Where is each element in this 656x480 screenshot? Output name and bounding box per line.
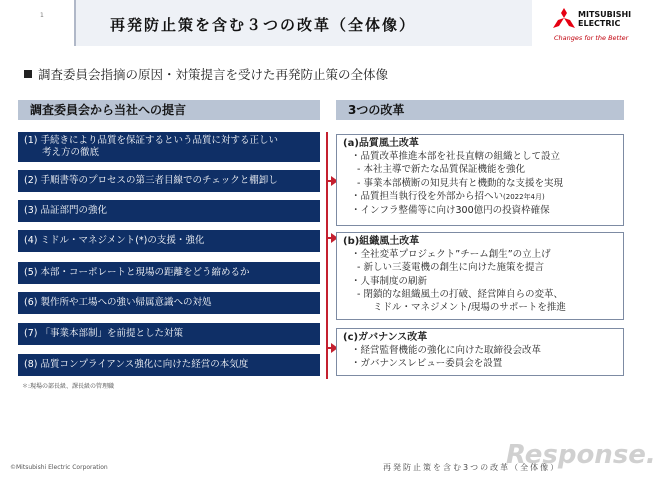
logo-tagline: Changes for the Better (554, 34, 629, 42)
reform-line: - 閉鎖的な組織風土の打破、経営陣自らの変革、 (357, 288, 563, 300)
reform-date: (2022年4月) (503, 192, 545, 201)
proposal-item-4 (18, 230, 320, 252)
header-left-area (0, 0, 74, 46)
arrow-right-icon (328, 347, 332, 349)
reform-box-a (336, 134, 624, 226)
reform-line: ・品質改革推進本部を社長直轄の組織として設立 (351, 151, 561, 163)
proposal-item-8 (18, 354, 320, 376)
proposal-item-2 (18, 170, 320, 192)
copyright: ©Mitsubishi Electric Corporation (10, 464, 108, 471)
footer-title: 再発防止策を含む3つの改革（全体像） (383, 463, 561, 472)
reform-title: (c)ガバナンス改革 (343, 332, 428, 343)
proposal-item-6 (18, 292, 320, 314)
reform-box-c (336, 328, 624, 376)
logo-brand-line2: ELECTRIC (578, 19, 621, 28)
proposal-line: (7) 「事業本部制」を前提とした対策 (24, 328, 183, 339)
reform-line: - 本社主導で新たな品質保証機能を強化 (357, 164, 525, 176)
reform-title: (a)品質風土改革 (343, 138, 419, 149)
page-title: 再発防止策を含む３つの改革（全体像） (110, 16, 417, 34)
reform-box-b (336, 232, 624, 320)
proposal-item-7 (18, 323, 320, 345)
page-number: 1 (40, 12, 44, 19)
proposal-item-3 (18, 200, 320, 222)
logo-brand-line1: MITSUBISHI (578, 10, 632, 19)
footnote: ＊:現場の部長級、課長級の管理職 (22, 383, 115, 390)
reform-line: ・人事制度の刷新 (351, 275, 428, 287)
reform-line-text: ・品質担当執行役を外部から招へい (351, 190, 504, 202)
reform-line: ・ガバナンスレビュー委員会を設置 (351, 358, 503, 370)
reform-line: ・インフラ整備等に向け300億円の投資枠確保 (351, 205, 550, 217)
arrow-right-icon (328, 180, 332, 182)
proposal-line: (2) 手順書等のプロセスの第三者目線でのチェックと棚卸し (24, 175, 278, 186)
arrow-right-icon (328, 237, 332, 239)
reform-title: (b)組織風土改革 (343, 236, 420, 247)
watermark: Response. (506, 440, 656, 470)
subtitle-text: 調査委員会指摘の原因・対策提言を受けた再発防止策の全体像 (38, 67, 389, 82)
reform-line: ・経営監督機能の強化に向けた取締役会改革 (351, 345, 542, 357)
proposal-line: (4) ミドル・マネジメント(*)の支援・強化 (24, 235, 205, 246)
proposal-line: 考え方の徹底 (42, 147, 100, 158)
proposal-line: (8) 品質コンプライアンス強化に向けた経営の本気度 (24, 359, 249, 370)
proposal-line: (6) 製作所や工場への強い帰属意識への対処 (24, 297, 212, 308)
proposal-item-5 (18, 262, 320, 284)
left-column-header: 調査委員会から当社への提言 (18, 100, 320, 120)
slide-subtitle (24, 65, 388, 83)
reform-line: - 事業本部横断の知見共有と機動的な支援を実現 (357, 177, 563, 189)
right-column-header: 3つの改革 (336, 100, 624, 120)
logo-brand (578, 10, 631, 28)
connector-line (326, 132, 328, 379)
proposal-line: (1) 手続きにより品質を保証するという品質に対する正しい (24, 135, 278, 146)
proposal-line: (5) 本部・コーポレートと現場の距離をどう縮めるか (24, 267, 250, 278)
reform-line: - 新しい三菱電機の創生に向けた施策を提言 (357, 262, 544, 274)
reform-line (343, 190, 617, 204)
reform-line: ミドル・マネジメント/現場のサポートを推進 (373, 302, 566, 314)
proposal-item-1 (18, 132, 320, 162)
mitsubishi-logo (546, 6, 634, 46)
square-bullet-icon (24, 70, 32, 78)
proposal-line: (3) 品証部門の強化 (24, 205, 107, 216)
reform-line: ・全社変革プロジェクト”チーム創生”の立上げ (351, 249, 551, 261)
three-diamonds-icon (552, 8, 576, 32)
